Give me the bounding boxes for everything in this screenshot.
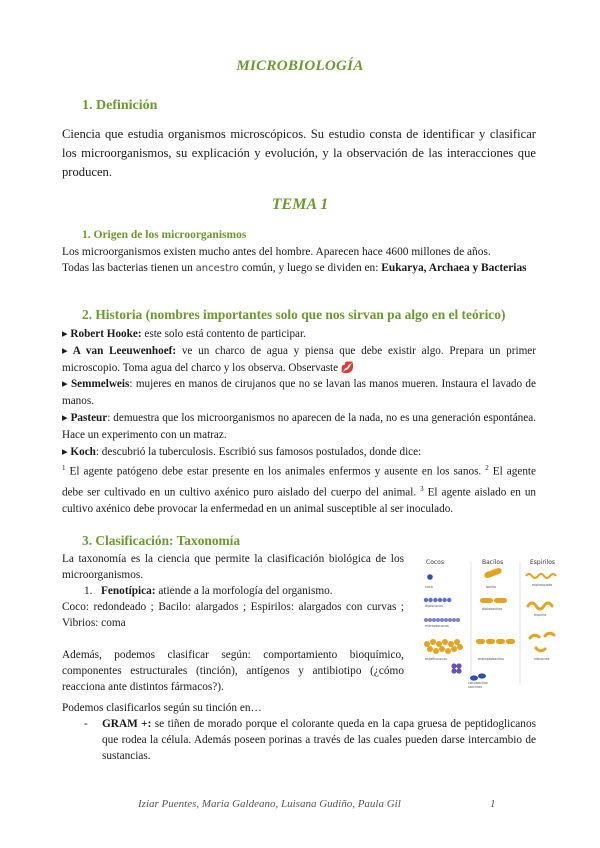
pasteur-text: : demuestra que los microorganismos no aparecen de la nada, no es una generación espontánea. Hace un experimento con un matraz. bbox=[62, 411, 536, 441]
tincion-section bbox=[62, 700, 536, 764]
clasificacion-column bbox=[62, 551, 404, 695]
historia-heading: 2. Historia (nombres importantes solo que nos sirvan pa algo en el teórico) bbox=[82, 307, 506, 322]
fig-lbl-bacilo: bacilo bbox=[486, 585, 497, 589]
tema-heading: TEMA 1 bbox=[271, 196, 329, 213]
fig-lbl-espiroqueta: espiroqueta bbox=[532, 583, 553, 587]
historia-item-pasteur bbox=[62, 410, 536, 444]
lips-icon: 💋 bbox=[340, 361, 355, 374]
taxonomia-intro: La taxonomía es la ciencia que permite la clasificación biológica de los microorganismos. bbox=[62, 553, 404, 581]
hooke-text: este solo está contento de participar. bbox=[141, 328, 306, 340]
hooke-name: ▸ Robert Hooke: bbox=[62, 328, 142, 340]
leeuwenhoek-name: ▸ A van Leeuwenhoef: bbox=[62, 344, 177, 357]
fig-col-bacilos: Bacilos bbox=[482, 559, 504, 566]
historia-list bbox=[62, 326, 536, 518]
origen-line1: Los microorganismos existen mucho antes del hombre. Aparecen hace 4600 millones de años. bbox=[62, 246, 491, 258]
fig-lbl-diplococos: diplococos bbox=[425, 604, 443, 608]
fig-estreptococos-shape bbox=[424, 618, 460, 622]
koch-name: ▸ Koch bbox=[62, 445, 96, 458]
fig-lbl-coco: coco bbox=[425, 585, 433, 589]
clasificacion-heading: 3. Clasificación: Taxonomía bbox=[82, 533, 241, 548]
historia-item-semmelweis bbox=[62, 376, 536, 410]
origen-paragraph bbox=[62, 244, 536, 277]
origen-heading: 1. Origen de los microorganismos bbox=[82, 229, 247, 241]
definicion-paragraph: Ciencia que estudia organismos microscópicos. Su estudio consta de identificar y clasificar los microorganismos, su explicación y evolución, y la observación de las interacciones que producen. bbox=[62, 127, 536, 179]
fig-col-espirilos: Espirilos bbox=[530, 559, 555, 566]
semmelweis-text: : mujeres en manos de cirujanos que no se lavan las manos mueren. Instaura el lavado de manos. bbox=[62, 378, 536, 408]
gram-positive-text: se tiñen de morado porque el colorante queda en la capa gruesa de peptidoglicanos que rodea la célula. Además poseen porinas a través de las cuales pueden darse intercambio de sustancias. bbox=[102, 718, 536, 762]
semmelweis-name: ▸ Semmelweis bbox=[62, 378, 130, 391]
page-title: MICROBIOLOGÍA bbox=[236, 58, 364, 74]
origen-line2-mid: común, y luego se dividen en: bbox=[238, 262, 382, 274]
fenotipica-item bbox=[62, 583, 404, 599]
bacteria-morphology-figure bbox=[420, 556, 570, 692]
gram-positive-item bbox=[62, 716, 536, 764]
fig-lbl-cocobacilos: cocobacilos bbox=[468, 681, 488, 685]
historia-item-koch bbox=[62, 444, 536, 461]
fig-lbl-estreptobacilos: estreptobacilos bbox=[478, 657, 504, 661]
postulado-1: El agente patógeno debe estar presente en los animales enfermos y ausente en los sanos. bbox=[65, 466, 486, 479]
fenotipica-label: Fenotípica: bbox=[100, 585, 156, 597]
fig-lbl-estreptococos: estreptococos bbox=[425, 624, 449, 628]
postulado-2-num: 2 bbox=[485, 464, 489, 473]
gram-positive-label: GRAM +: bbox=[102, 718, 152, 730]
historia-item-hooke bbox=[62, 326, 536, 343]
pasteur-name: ▸ Pasteur bbox=[62, 411, 108, 424]
origen-line2-pre: Todas las bacterias tienen un bbox=[62, 262, 196, 274]
gram-dash: - bbox=[84, 718, 88, 730]
leeuwenhoek-text: ve un charco de agua y piensa que debe existir algo. Prepara un primer microscopio. Toma agua del charco y los observa. Observaste bbox=[62, 344, 536, 374]
postulado-1-num: 1 bbox=[62, 464, 66, 473]
fenotipica-text: atiende a la morfología del organismo. bbox=[155, 585, 333, 597]
morfologia-line: Coco: redondeado ; Bacilo: alargados ; Espirilos: alargados con curvas ; Vibrios: coma bbox=[62, 601, 404, 629]
ademas-paragraph: Además, podemos clasificar según: comportamiento bioquímico, componentes estructurales (tinción), antígenos y antibiotipo (¿cómo reacciona ante distintos fármacos?). bbox=[62, 649, 404, 693]
section-definicion-heading: 1. Definición bbox=[82, 98, 158, 113]
koch-postulados bbox=[62, 460, 536, 518]
origen-domains: Eukarya, Archaea y Bacterias bbox=[381, 262, 527, 274]
tincion-intro: Podemos clasificarlos según su tinción en… bbox=[62, 702, 262, 714]
fig-lbl-espirilo: espirilo bbox=[534, 613, 547, 617]
origen-ancestro: ancestro bbox=[195, 263, 239, 274]
fig-lbl-sarcinas: sarcinas bbox=[468, 685, 482, 689]
fig-col-cocos: Cocos bbox=[426, 559, 444, 566]
koch-text: : descubrió la tuberculosis. Escribió sus famosos postulados, donde dice: bbox=[95, 445, 422, 458]
page-number: 1 bbox=[490, 798, 496, 810]
fenotipica-num: 1. bbox=[84, 585, 93, 597]
historia-item-leeuwenhoek bbox=[62, 343, 536, 377]
postulado-3-num: 3 bbox=[420, 484, 424, 493]
fig-lbl-vibriones: vibriones bbox=[534, 657, 550, 661]
fig-coco-shape bbox=[427, 574, 433, 580]
fig-lbl-estafilococos: estafilococos bbox=[425, 657, 448, 661]
postulado-2: El agente debe ser cultivado en un cultivo axénico puro aislado del cuerpo del animal. bbox=[62, 466, 536, 499]
footer-authors: Iziar Puentes, Maria Galdeano, Luisana Gudiño, Paula Gil bbox=[138, 798, 401, 810]
postulado-3: El agente aislado en un cultivo axénico debe provocar la enfermedad en un animal susceptible al ser inoculado. bbox=[62, 486, 537, 516]
fig-lbl-diplobacilos: diplobacilos bbox=[482, 607, 503, 611]
